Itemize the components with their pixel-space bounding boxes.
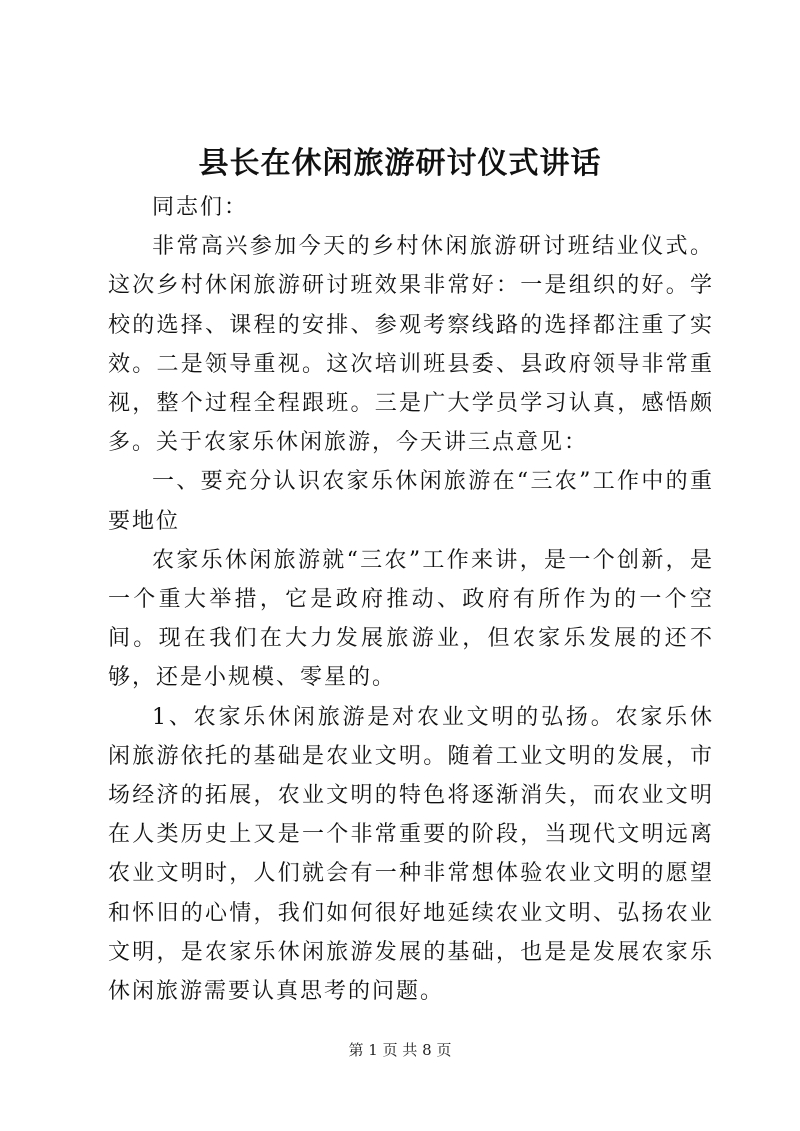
page-footer: 第 1 页 共 8 页 — [348, 1041, 452, 1059]
section-heading-1: 一、要充分认识农家乐休闲旅游在“三农”工作中的重要地位 — [108, 469, 714, 534]
salutation-paragraph: 同志们： — [152, 195, 249, 220]
document-title: 县长在休闲旅游研讨仪式讲话 — [198, 146, 602, 181]
subsection-paragraph-1: 1、农家乐休闲旅游是对农业文明的弘扬。农家乐休闲旅游依托的基础是农业文明。随着工业文明的发展，市场经济的拓展，农业文明的特色将逐渐消失，而农业文明在人类历史上又是一个非常重要的阶段，当现代文明远离农业文明时，人们就会有一种非常想体验农业文明的愿望和怀旧的心情，我们如何很好地延续农业文明、弘扬农业文明，是农家乐休闲旅游发展的基础，也是是发展农家乐休闲旅游需要认真思考的问题。 — [108, 704, 714, 1005]
intro-paragraph: 非常高兴参加今天的乡村休闲旅游研讨班结业仪式。这次乡村休闲旅游研讨班效果非常好：一是组织的好。学校的选择、课程的安排、参观考察线路的选择都注重了实效。二是领导重视。这次培训班县委、县政府领导非常重视，整个过程全程跟班。三是广大学员学习认真，感悟颇多。关于农家乐休闲旅游，今天讲三点意见： — [108, 234, 714, 456]
document-body — [108, 188, 714, 1011]
body-paragraph: 农家乐休闲旅游就“三农”工作来讲，是一个创新，是一个重大举措，它是政府推动、政府有所作为的一个空间。现在我们在大力发展旅游业，但农家乐发展的还不够，还是小规模、零星的。 — [108, 547, 714, 691]
